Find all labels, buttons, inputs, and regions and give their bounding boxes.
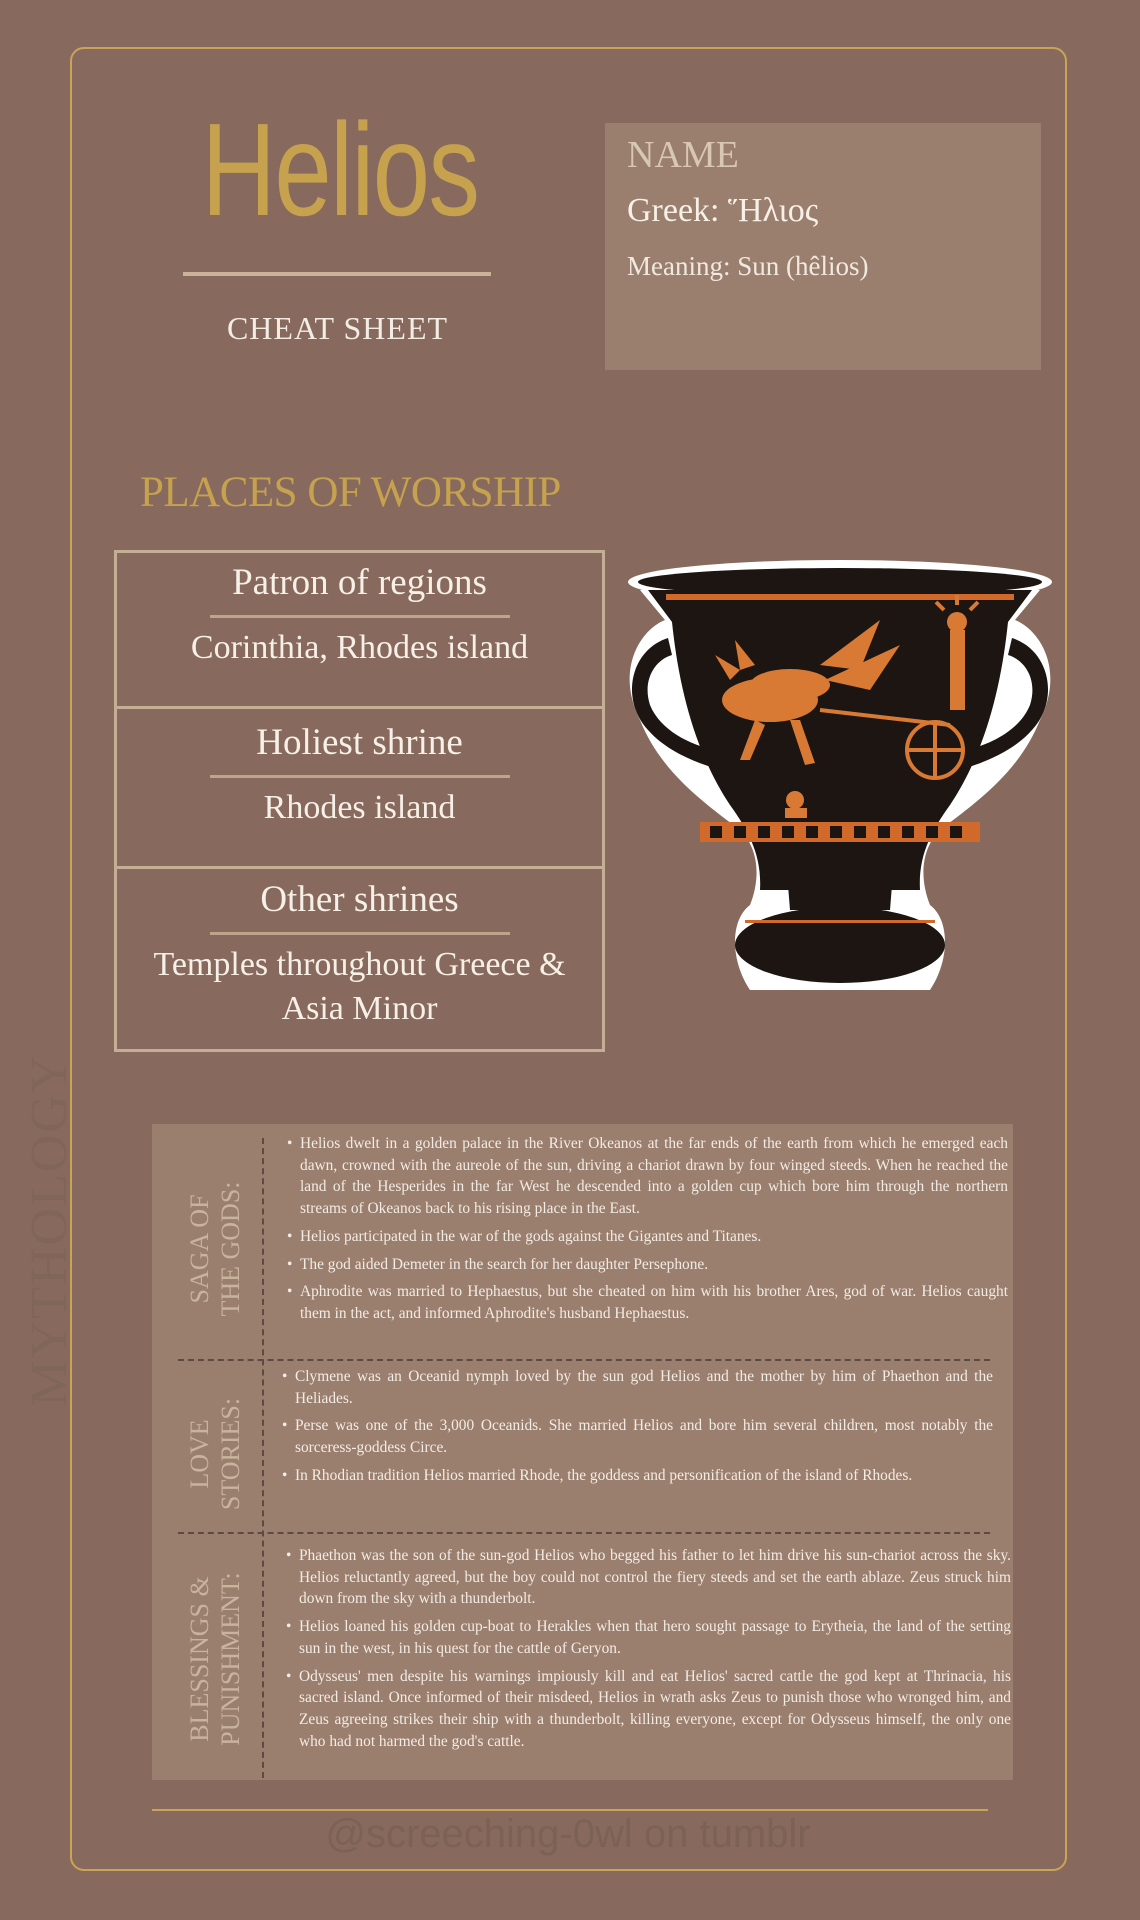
list-item: • Phaethon was the son of the sun-god Helios who begged his father to let him drive his sun-chariot across the sky. Helios reluctantly agreed, but the boy could not control the fiery steeds and set the earth ablaze. Zeus struck him down from the sky with a thunderbolt. [299,1545,1011,1610]
name-greek: Greek: Ἥλιος [627,192,819,229]
worship-section-value: Corinthia, Rhodes island [190,629,529,666]
mythology-label: MYTHOLOGY [21,1053,78,1407]
saga-label-line1: SAGA OF [185,1194,214,1304]
section-divider [178,1532,990,1534]
saga-label-line2: THE GODS: [216,1181,245,1317]
blessings-label [184,1519,246,1799]
section-divider [178,1359,990,1361]
worship-section-value: Rhodes island [263,789,456,826]
blessings-label-line1: BLESSINGS & [185,1576,214,1742]
section-rule [210,932,510,935]
page-title: Helios [201,96,479,243]
footer-divider [152,1809,988,1811]
name-meaning: Meaning: Sun (hêlios) [627,251,869,281]
name-heading: NAME [627,134,739,176]
list-item: • In Rhodian tradition Helios married Rhode, the goddess and personification of the island of Rhodes. [295,1465,993,1487]
list-item: • Helios dwelt in a golden palace in the River Okeanos at the far ends of the earth from which he emerged each dawn, crowned with the aureole of the sun, driving a chariot drawn by four winged steeds. When he reached the land of the Hesperides in the far West he descended into a golden cup which bore him through the northern streams of Okeanos back to his rising place in the East. [300,1133,1008,1220]
list-item: • The god aided Demeter in the search for her daughter Persephone. [300,1254,1008,1276]
section-label-divider [262,1138,264,1778]
worship-divider [117,866,602,869]
list-item: • Clymene was an Oceanid nymph loved by the sun god Helios and the mother by him of Phaethon and the Heliades. [295,1366,993,1409]
worship-section-heading: Other shrines [260,879,459,920]
section-rule [210,615,510,618]
worship-section-other [117,878,602,1031]
worship-table [114,550,605,1052]
worship-section-value: Temples throughout Greece & Asia Minor [153,946,566,1027]
page-subtitle: CHEAT SHEET [226,310,449,346]
love-label-line2: STORIES: [216,1397,245,1511]
title-divider [183,272,491,276]
list-item: • Odysseus' men despite his warnings impiously kill and eat Helios' sacred cattle the god kept at Thrinacia, his sacred island. Once informed of their misdeed, Helios in wrath asks Zeus to punish those who wronged him, and Zeus agreeing strikes their ship with a thunderbolt, killing everyone, except for Odysseus himself, the only one who had not harmed the god's cattle. [299,1666,1011,1753]
worship-section-heading: Patron of regions [232,562,487,603]
blessings-list [285,1545,1011,1758]
saga-list [286,1133,1008,1331]
credit-watermark: @screeching-0wl on tumblr [325,1812,811,1856]
list-item: • Aphrodite was married to Hephaestus, but she cheated on him with his brother Ares, god of war. Helios caught them in the act, and informed Aphrodite's husband Hephaestus. [300,1281,1008,1324]
list-item: • Perse was one of the 3,000 Oceanids. She married Helios and bore him several children, most notably the sorceress-goddess Circe. [295,1415,993,1458]
worship-heading: PLACES OF WORSHIP [140,469,561,516]
section-rule [210,775,510,778]
greek-vase-image [620,560,1060,1020]
name-panel [605,123,1041,370]
worship-section-holiest [117,721,602,830]
love-list [281,1366,993,1493]
love-label-line1: LOVE [185,1419,214,1489]
worship-divider [117,706,602,709]
blessings-label-line2: PUNISHMENT: [216,1572,245,1746]
list-item: • Helios loaned his golden cup-boat to Herakles when that hero sought passage to Erytheia, the land of the setting sun in the west, in his quest for the cattle of Geryon. [299,1616,1011,1659]
worship-section-patron [117,561,602,670]
worship-section-heading: Holiest shrine [256,722,463,763]
list-item: • Helios participated in the war of the gods against the Gigantes and Titanes. [300,1226,1008,1248]
